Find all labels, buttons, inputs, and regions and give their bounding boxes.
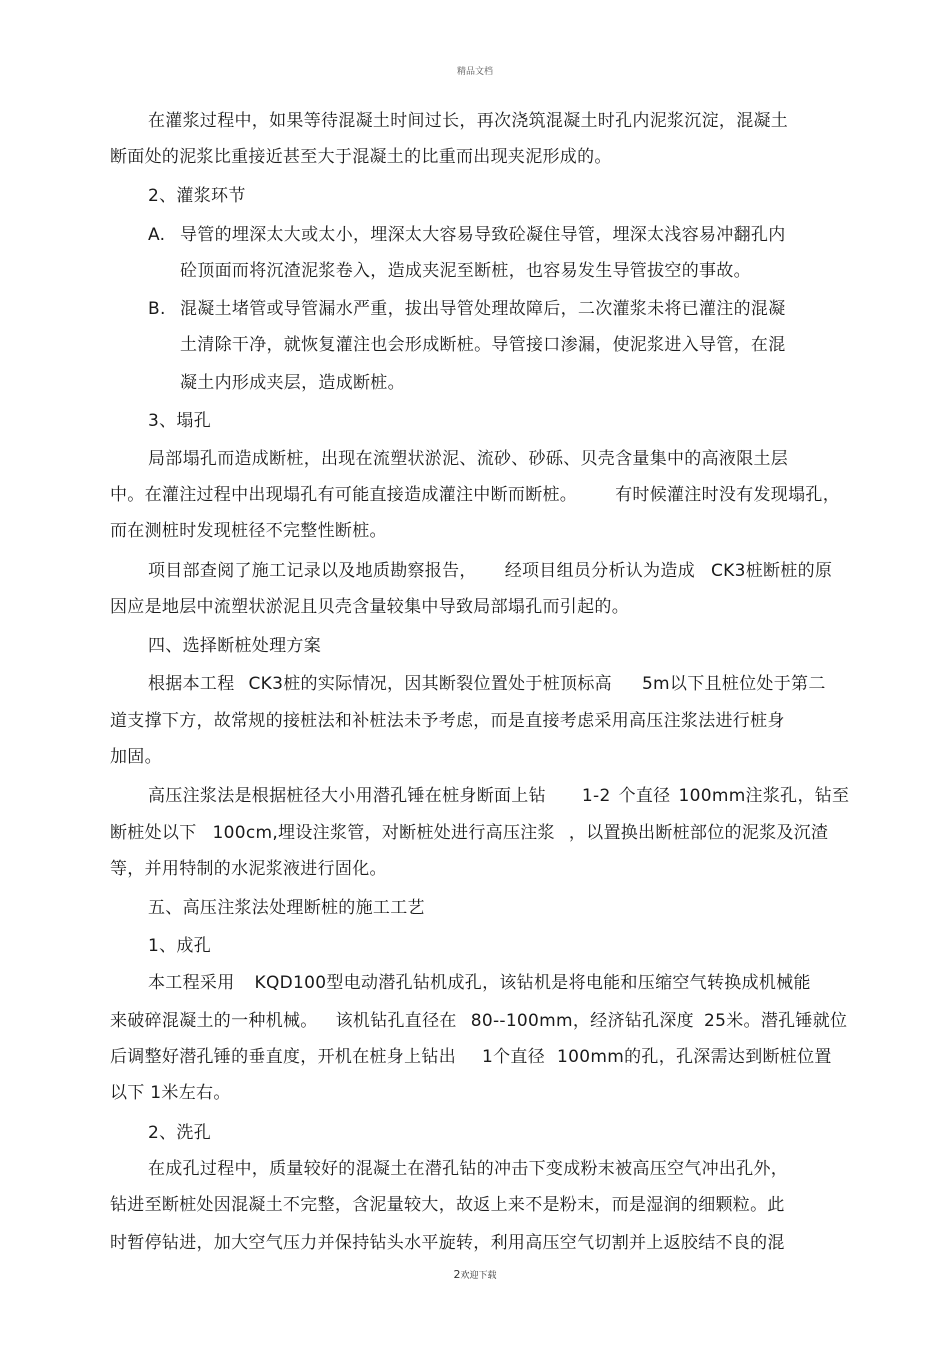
page-number: 2 bbox=[453, 1268, 461, 1281]
text-line: 断桩处以下 100cm,埋设注浆管，对断桩处进行高压注浆 ，以置换出断桩部位的泥浆及沉渣 bbox=[110, 823, 829, 843]
text-line: 在成孔过程中，质量较好的混凝土在潜孔钻的冲击下变成粉末被高压空气冲出孔外， bbox=[148, 1159, 789, 1179]
text-line: 高压注浆法是根据桩径大小用潜孔锤在桩身断面上钻 1-2 个直径 100mm注浆孔，钻至 bbox=[148, 786, 850, 806]
text-line: 凝土内形成夹层，造成断桩。 bbox=[180, 373, 405, 393]
text-line: 中。在灌注过程中出现塌孔有可能直接造成灌注中断而断桩。 有时候灌注时没有发现塌孔， bbox=[110, 485, 841, 505]
text-line: 时暂停钻进，加大空气压力并保持钻头水平旋转，利用高压空气切割并上返胶结不良的混 bbox=[110, 1233, 785, 1253]
text-line: 后调整好潜孔锤的垂直度，开机在桩身上钻出 1个直径 100mm的孔，孔深需达到断桩位置 bbox=[110, 1047, 832, 1067]
text-line: 土清除干净，就恢复灌注也会形成断桩。导管接口渗漏，使泥浆进入导管，在混 bbox=[180, 335, 786, 355]
section-heading: 四、选择断桩处理方案 bbox=[148, 636, 321, 656]
text-line: 而在测桩时发现桩径不完整性断桩。 bbox=[110, 521, 387, 541]
text-line: 在灌浆过程中，如果等待混凝土时间过长，再次浇筑混凝土时孔内泥浆沉淀，混凝土 bbox=[148, 111, 789, 131]
text-line: 因应是地层中流塑状淤泥且贝壳含量较集中导致局部塌孔而引起的。 bbox=[110, 597, 629, 617]
section-heading: 2、洗孔 bbox=[148, 1123, 212, 1143]
text-line: 根据本工程 CK3桩的实际情况，因其断裂位置处于桩顶标高 5m以下且桩位处于第二 bbox=[148, 674, 826, 694]
section-heading: 五、高压注浆法处理断桩的施工工艺 bbox=[148, 898, 425, 918]
text-line: 加固。 bbox=[110, 747, 162, 767]
text-line: 导管的埋深太大或太小，埋深太大容易导致砼凝住导管，埋深太浅容易冲翻孔内 bbox=[180, 225, 786, 245]
text-line: 道支撑下方，故常规的接桩法和补桩法未予考虑，而是直接考虑采用高压注浆法进行桩身 bbox=[110, 711, 785, 731]
page-header: 精品文档 bbox=[456, 67, 493, 77]
footer-text: 欢迎下载 bbox=[460, 1271, 497, 1281]
text-line: 以下 1米左右。 bbox=[110, 1083, 231, 1103]
list-marker: B. bbox=[148, 299, 166, 319]
section-heading: 2、灌浆环节 bbox=[148, 186, 246, 206]
text-line: 钻进至断桩处因混凝土不完整，含泥量较大，故返上来不是粉末，而是湿润的细颗粒。此 bbox=[110, 1195, 785, 1215]
text-line: 来破碎混凝土的一种机械。 该机钻孔直径在 80--100mm，经济钻孔深度 25米。潜孔锤就位 bbox=[110, 1011, 848, 1031]
text-line: 局部塌孔而造成断桩，出现在流塑状淤泥、流砂、砂砾、贝壳含量集中的高液限土层 bbox=[148, 449, 789, 469]
page-footer bbox=[0, 1268, 950, 1281]
text-line: 本工程采用 KQD100型电动潜孔钻机成孔，该钻机是将电能和压缩空气转换成机械能 bbox=[148, 973, 811, 993]
text-line: 等，并用特制的水泥浆液进行固化。 bbox=[110, 859, 387, 879]
section-heading: 3、塌孔 bbox=[148, 411, 212, 431]
text-line: 砼顶面而将沉渣泥浆卷入，造成夹泥至断桩，也容易发生导管拔空的事故。 bbox=[180, 261, 751, 281]
list-marker: A. bbox=[148, 225, 166, 245]
text-line: 混凝土堵管或导管漏水严重，拔出导管处理故障后，二次灌浆未将已灌注的混凝 bbox=[180, 299, 786, 319]
section-heading: 1、成孔 bbox=[148, 936, 212, 956]
text-line: 断面处的泥浆比重接近甚至大于混凝土的比重而出现夹泥形成的。 bbox=[110, 147, 612, 167]
text-line: 项目部查阅了施工记录以及地质勘察报告， 经项目组员分析认为造成 CK3桩断桩的原 bbox=[148, 561, 833, 581]
